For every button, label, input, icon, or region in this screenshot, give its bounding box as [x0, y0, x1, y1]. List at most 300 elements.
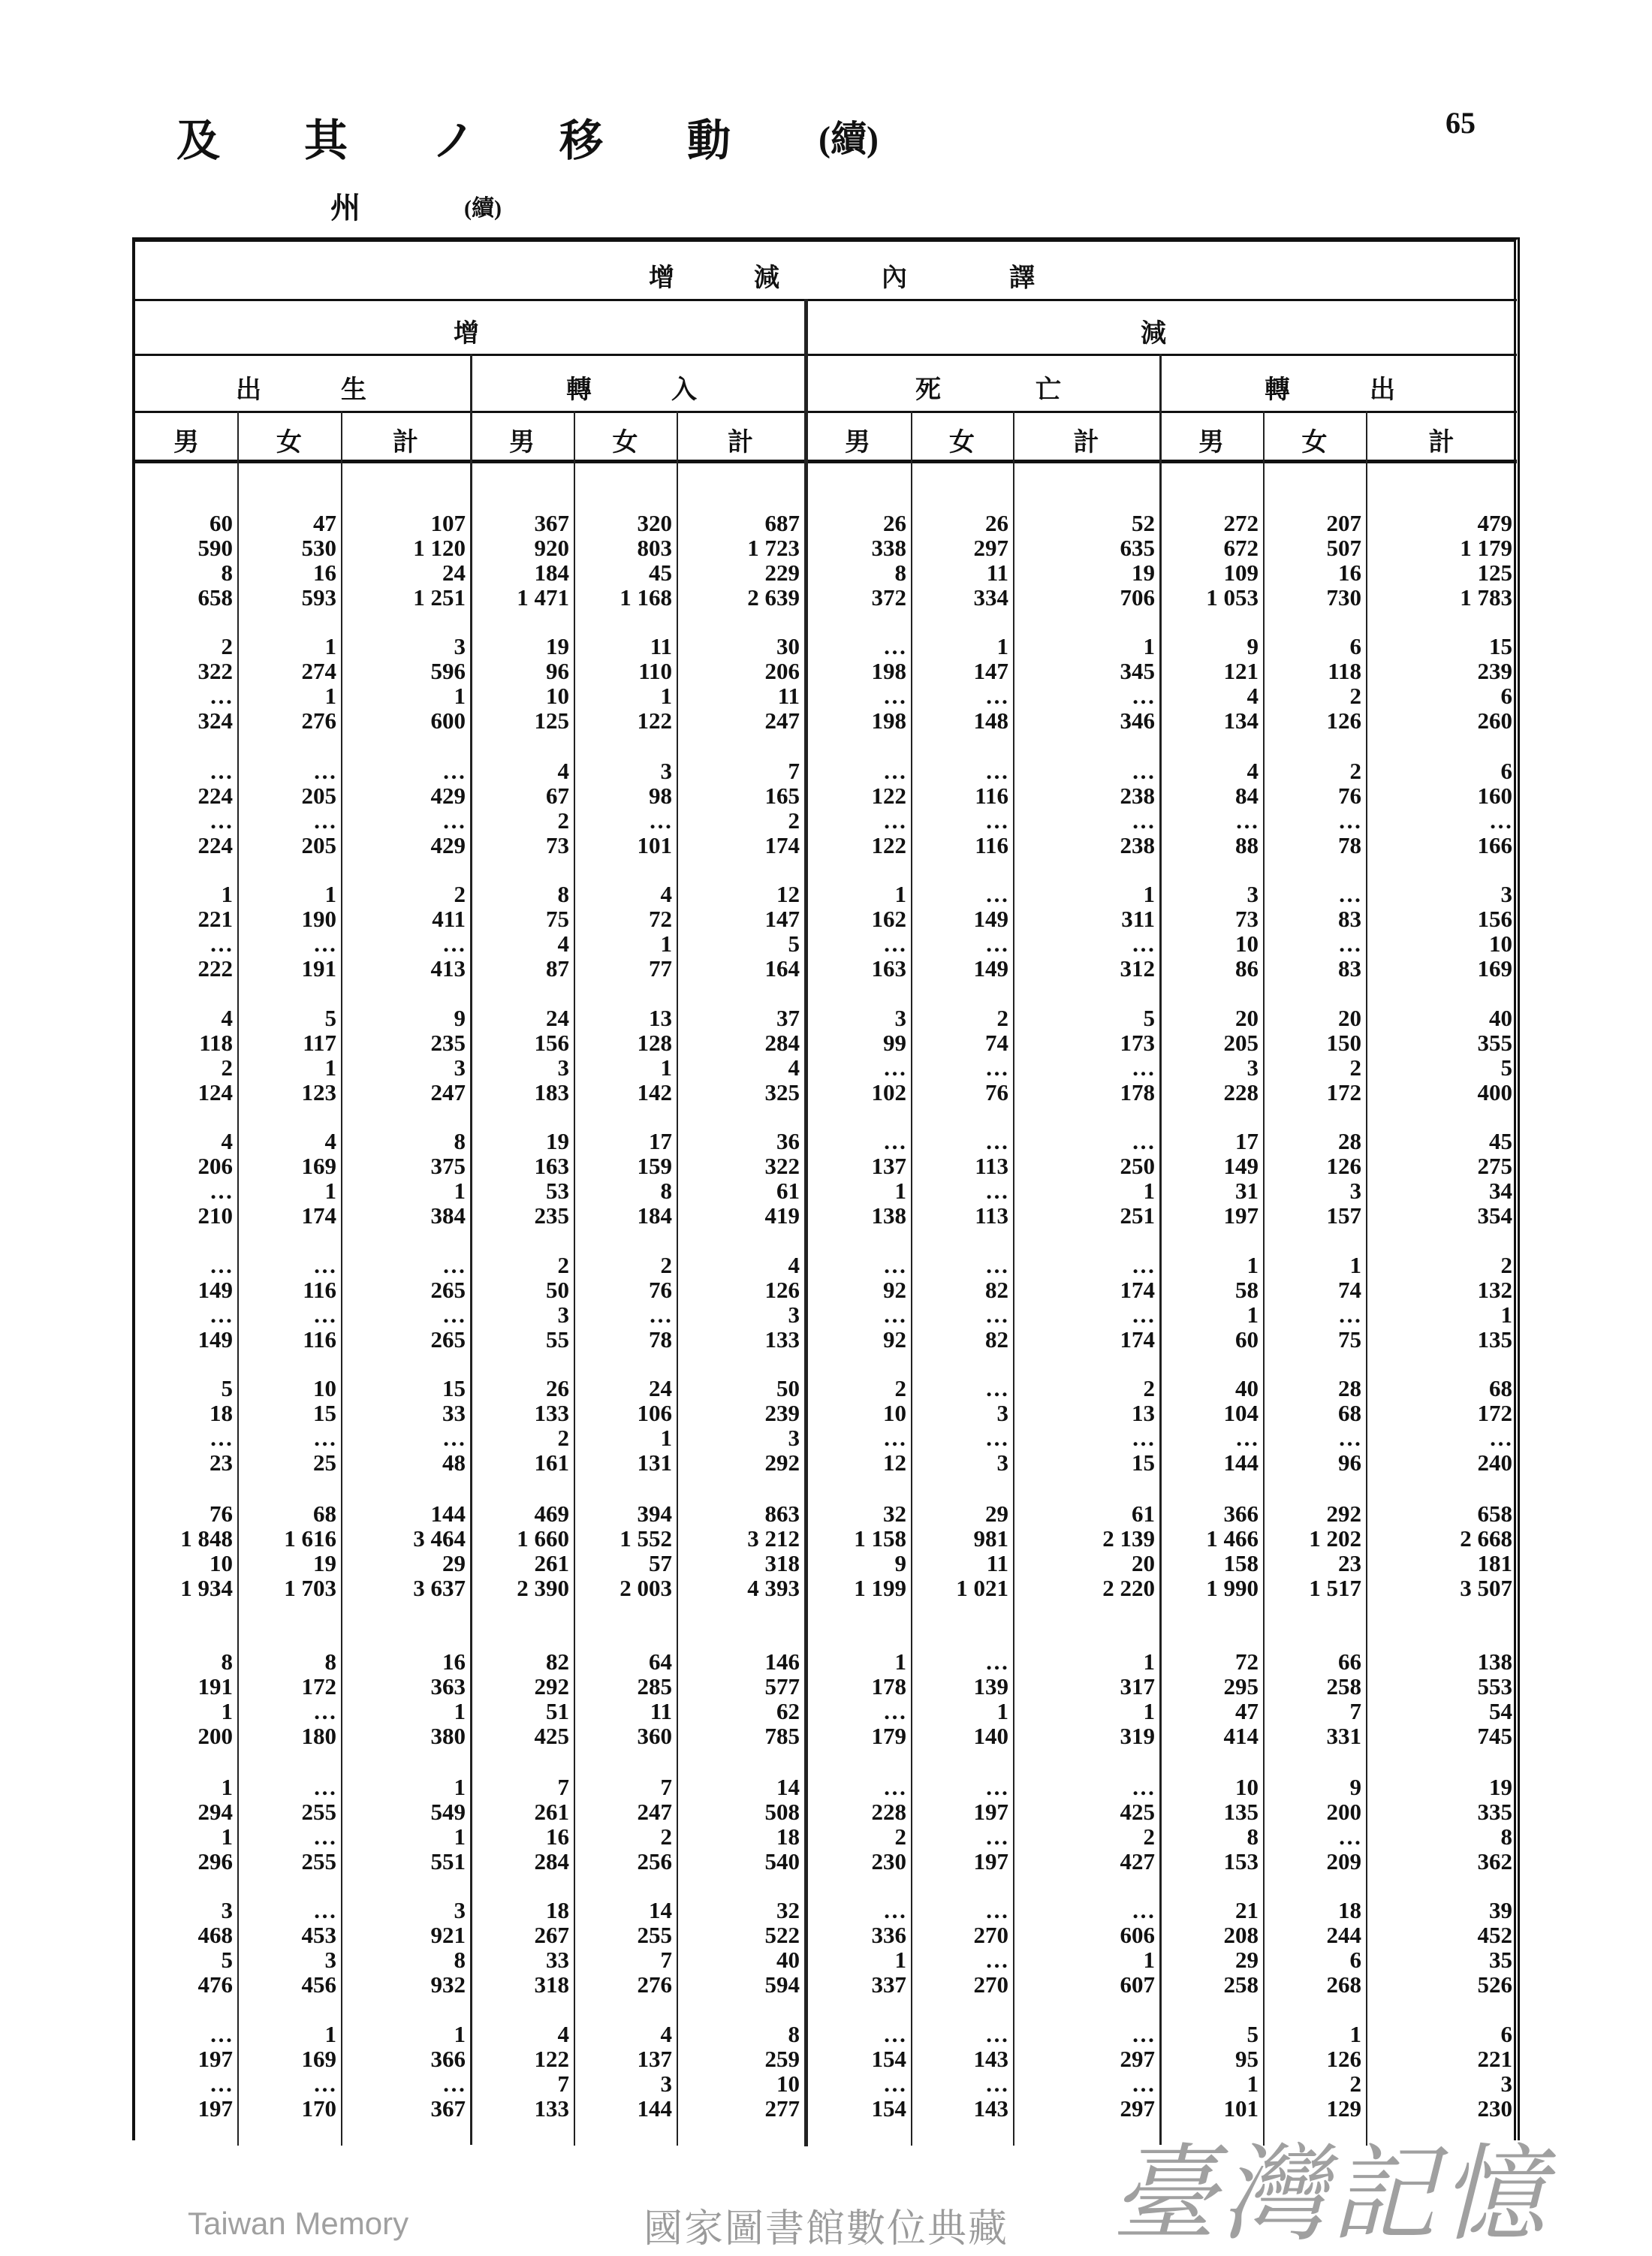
table-cell: …	[985, 1128, 1008, 1154]
table-cell: 600	[430, 707, 466, 734]
table-cell: 1	[324, 633, 336, 659]
table-cell: 635	[1120, 535, 1155, 561]
table-cell: 1	[894, 881, 906, 907]
table-cell: 1 251	[413, 584, 466, 611]
table-cell: 153	[1223, 1848, 1259, 1874]
table-cell: 13	[649, 1005, 672, 1031]
table-cell: 7	[557, 1774, 569, 1800]
table-cell: 331	[1326, 1723, 1361, 1749]
header-top-char: 譯	[1009, 264, 1035, 292]
table-cell: 3 464	[413, 1525, 466, 1552]
table-cell: 184	[637, 1202, 672, 1229]
table-cell: 2	[894, 1823, 906, 1850]
table-cell: …	[442, 2071, 466, 2097]
table-cell: 76	[649, 1277, 672, 1303]
table-cell: 191	[301, 955, 336, 982]
table-cell: …	[985, 2071, 1008, 2097]
table-cell: …	[883, 633, 906, 659]
table-cell: 3	[324, 1947, 336, 1973]
table-cell: 96	[546, 658, 569, 684]
table-cell: 1 703	[284, 1575, 336, 1601]
table-cell: 2 639	[747, 584, 800, 611]
table-cell: 134	[1223, 707, 1259, 734]
table-cell: 143	[973, 2046, 1008, 2072]
table-cell: …	[313, 1897, 336, 1923]
table-cell: 2	[660, 1823, 672, 1850]
table-cell: 285	[637, 1673, 672, 1700]
table-cell: 468	[197, 1922, 233, 1948]
table-cell: 346	[1120, 707, 1155, 734]
table-cell: 3	[454, 1054, 466, 1081]
table-cell: 128	[637, 1030, 672, 1056]
table-cell: 28	[1338, 1128, 1361, 1154]
table-cell: 19	[1132, 559, 1155, 586]
table-cell: 4	[788, 1252, 800, 1278]
table-cell: …	[985, 1178, 1008, 1204]
table-cell: 508	[764, 1799, 800, 1825]
table-cell: 1	[1247, 1301, 1259, 1328]
table-cell: 2 139	[1102, 1525, 1155, 1552]
group-header: 出	[1370, 376, 1395, 404]
table-cell: 101	[637, 832, 672, 858]
table-cell: 82	[546, 1648, 569, 1675]
table-cell: 126	[1326, 2046, 1361, 2072]
table-cell: 150	[1326, 1030, 1361, 1056]
table-cell: 235	[534, 1202, 569, 1229]
table-cell: 169	[301, 1153, 336, 1179]
table-cell: 337	[871, 1971, 906, 1998]
table-cell: 526	[1477, 1971, 1512, 1998]
table-cell: 1	[996, 633, 1008, 659]
table-cell: 52	[1132, 510, 1155, 536]
table-cell: …	[210, 1178, 233, 1204]
table-cell: 29	[985, 1500, 1008, 1527]
header-rule	[135, 299, 1517, 301]
table-cell: 2	[996, 1005, 1008, 1031]
table-cell: 53	[546, 1178, 569, 1204]
table-cell: …	[210, 930, 233, 957]
table-cell: 135	[1223, 1799, 1259, 1825]
table-cell: 144	[1223, 1449, 1259, 1476]
table-cell: 1 466	[1206, 1525, 1259, 1552]
table-cell: 92	[883, 1277, 906, 1303]
table-cell: 400	[1477, 1079, 1512, 1105]
table-cell: 607	[1120, 1971, 1155, 1998]
table-cell: 138	[1477, 1648, 1512, 1675]
table-cell: 730	[1326, 584, 1361, 611]
table-cell: 122	[871, 832, 906, 858]
table-cell: 30	[776, 633, 800, 659]
table-cell: 1 158	[854, 1525, 906, 1552]
table-cell: 235	[430, 1030, 466, 1056]
table-cell: 157	[1326, 1202, 1361, 1229]
table-cell: 8	[454, 1128, 466, 1154]
table-cell: 149	[1223, 1153, 1259, 1179]
table-cell: 265	[430, 1277, 466, 1303]
header-increase: 增	[454, 320, 479, 348]
table-cell: 131	[637, 1449, 672, 1476]
table-cell: 197	[197, 2046, 233, 2072]
table-cell: 154	[871, 2095, 906, 2122]
table-cell: 476	[197, 1971, 233, 1998]
table-cell: …	[210, 2021, 233, 2047]
table-cell: 336	[871, 1922, 906, 1948]
table-cell: 224	[197, 832, 233, 858]
table-cell: 384	[430, 1202, 466, 1229]
column-header: 男	[509, 429, 535, 457]
table-cell: 247	[430, 1079, 466, 1105]
table-cell: 61	[776, 1178, 800, 1204]
table-cell: 255	[301, 1848, 336, 1874]
table-cell: …	[985, 1648, 1008, 1675]
table-cell: …	[1132, 1774, 1155, 1800]
table-cell: 375	[430, 1153, 466, 1179]
table-cell: 170	[301, 2095, 336, 2122]
column-header: 計	[1073, 429, 1099, 457]
column-header: 女	[949, 429, 975, 457]
table-cell: 1	[1500, 1301, 1512, 1328]
table-cell: …	[1235, 1425, 1259, 1451]
table-cell: 116	[975, 832, 1008, 858]
table-cell: 47	[313, 510, 336, 536]
table-cell: 110	[638, 658, 672, 684]
table-cell: 2	[1143, 1375, 1155, 1401]
table-cell: 178	[871, 1673, 906, 1700]
table-cell: 10	[776, 2071, 800, 2097]
table-cell: 295	[1223, 1673, 1259, 1700]
table-cell: …	[1132, 1425, 1155, 1451]
table-cell: 1	[324, 881, 336, 907]
table-cell: 76	[210, 1500, 233, 1527]
table-cell: 197	[197, 2095, 233, 2122]
table-cell: 2 390	[517, 1575, 569, 1601]
table-cell: 10	[883, 1400, 906, 1426]
table-cell: 8	[221, 1648, 233, 1675]
table-cell: 125	[1477, 559, 1512, 586]
table-cell: 5	[1143, 1005, 1155, 1031]
table-cell: 2	[1349, 2071, 1361, 2097]
table-cell: 244	[1326, 1922, 1361, 1948]
table-cell: …	[985, 930, 1008, 957]
table-cell: 17	[649, 1128, 672, 1154]
group-header: 出	[236, 376, 261, 404]
table-cell: …	[985, 683, 1008, 709]
table-cell: 64	[649, 1648, 672, 1675]
table-cell: 1	[1247, 2071, 1259, 2097]
table-cell: 3	[788, 1301, 800, 1328]
table-cell: …	[1132, 807, 1155, 834]
table-cell: 82	[985, 1277, 1008, 1303]
table-cell: …	[1132, 1897, 1155, 1923]
table-cell: 1	[996, 1698, 1008, 1724]
table-cell: 17	[1235, 1128, 1259, 1154]
table-cell: …	[883, 1774, 906, 1800]
title-char: 動	[687, 116, 731, 165]
table-cell: …	[313, 1301, 336, 1328]
table-cell: 981	[973, 1525, 1008, 1552]
table-cell: 125	[534, 707, 569, 734]
table-cell: …	[985, 1425, 1008, 1451]
table-cell: 16	[546, 1823, 569, 1850]
table-cell: 133	[534, 1400, 569, 1426]
table-cell: 275	[1477, 1153, 1512, 1179]
group-header: 轉	[566, 376, 592, 404]
table-cell: 259	[764, 2046, 800, 2072]
table-cell: 1	[221, 1823, 233, 1850]
table-cell: 255	[637, 1922, 672, 1948]
table-cell: 247	[764, 707, 800, 734]
table-cell: 4	[788, 1054, 800, 1081]
table-cell: 200	[197, 1723, 233, 1749]
table-cell: 116	[303, 1326, 336, 1353]
table-cell: 577	[764, 1673, 800, 1700]
table-cell: 1	[221, 1698, 233, 1724]
table-cell: 122	[871, 783, 906, 809]
table-cell: 60	[1235, 1326, 1259, 1353]
table-cell: 18	[776, 1823, 800, 1850]
table-cell: 161	[534, 1449, 569, 1476]
table-cell: 456	[301, 1971, 336, 1998]
table-cell: 1	[454, 1698, 466, 1724]
table-cell: 118	[199, 1030, 233, 1056]
table-cell: 174	[1120, 1277, 1155, 1303]
table-cell: 31	[1235, 1178, 1259, 1204]
table-cell: 11	[650, 633, 672, 659]
table-cell: 270	[973, 1922, 1008, 1948]
table-cell: 1 616	[284, 1525, 336, 1552]
footer-archive-label: 國家圖書館數位典藏	[643, 2206, 1008, 2251]
table-cell: 7	[660, 1774, 672, 1800]
table-cell: 1	[894, 1178, 906, 1204]
table-cell: 380	[430, 1723, 466, 1749]
table-cell: 261	[534, 1550, 569, 1576]
table-cell: …	[210, 1301, 233, 1328]
table-cell: 1	[454, 683, 466, 709]
table-cell: 239	[1477, 658, 1512, 684]
table-cell: 113	[975, 1153, 1008, 1179]
table-cell: 26	[985, 510, 1008, 536]
table-cell: 5	[1247, 2021, 1259, 2047]
table-cell: 606	[1120, 1922, 1155, 1948]
table-cell: 4	[660, 2021, 672, 2047]
table-cell: 197	[973, 1848, 1008, 1874]
table-cell: 7	[557, 2071, 569, 2097]
table-cell: 3	[894, 1005, 906, 1031]
table-cell: 3	[788, 1425, 800, 1451]
table-cell: 198	[871, 707, 906, 734]
column-header: 女	[276, 429, 302, 457]
table-cell: 174	[1120, 1326, 1155, 1353]
table-cell: 74	[1338, 1277, 1361, 1303]
table-cell: 24	[442, 559, 466, 586]
table-cell: 1	[454, 1823, 466, 1850]
table-cell: 181	[1477, 1550, 1512, 1576]
table-cell: 140	[973, 1723, 1008, 1749]
table-cell: 34	[1489, 1178, 1512, 1204]
table-cell: …	[442, 1301, 466, 1328]
table-cell: 1 179	[1460, 535, 1512, 561]
table-cell: 3	[1247, 1054, 1259, 1081]
table-cell: …	[210, 683, 233, 709]
table-cell: …	[313, 758, 336, 784]
table-cell: 2	[221, 1054, 233, 1081]
table-cell: …	[883, 2071, 906, 2097]
table-cell: 123	[301, 1079, 336, 1105]
table-cell: 3 507	[1460, 1575, 1512, 1601]
table-cell: 222	[197, 955, 233, 982]
table-cell: 8	[221, 559, 233, 586]
table-cell: 3	[1500, 2071, 1512, 2097]
table-cell: …	[985, 1774, 1008, 1800]
header-bottom-rule	[135, 460, 1517, 463]
table-cell: 1	[1143, 1648, 1155, 1675]
table-cell: 10	[1235, 1774, 1259, 1800]
table-cell: 322	[197, 658, 233, 684]
table-cell: 367	[534, 510, 569, 536]
table-cell: 77	[649, 955, 672, 982]
table-cell: 920	[534, 535, 569, 561]
column-header: 男	[845, 429, 870, 457]
table-cell: 83	[1338, 955, 1361, 982]
table-cell: 18	[210, 1400, 233, 1426]
table-cell: 1	[660, 1425, 672, 1451]
table-cell: 1	[324, 2021, 336, 2047]
table-cell: …	[313, 930, 336, 957]
table-cell: 92	[883, 1326, 906, 1353]
table-cell: 20	[1132, 1550, 1155, 1576]
table-cell: 76	[985, 1079, 1008, 1105]
table-cell: 191	[197, 1673, 233, 1700]
table-cell: 1	[1143, 1947, 1155, 1973]
table-cell: 1	[324, 1178, 336, 1204]
table-cell: 205	[301, 832, 336, 858]
table-cell: 320	[637, 510, 672, 536]
table-cell: …	[883, 1054, 906, 1081]
table-cell: 82	[985, 1326, 1008, 1353]
table-cell: 1 990	[1206, 1575, 1259, 1601]
table-cell: 19	[546, 1128, 569, 1154]
statistics-table	[132, 237, 1520, 2140]
column-header: 男	[173, 429, 199, 457]
table-cell: 24	[649, 1375, 672, 1401]
table-cell: 363	[430, 1673, 466, 1700]
table-cell: 26	[546, 1375, 569, 1401]
table-cell: …	[1132, 1252, 1155, 1278]
table-cell: 3	[1349, 1178, 1361, 1204]
column-header: 計	[1428, 429, 1455, 457]
table-cell: 1	[1143, 1178, 1155, 1204]
table-cell: …	[313, 1698, 336, 1724]
table-cell: 429	[430, 832, 466, 858]
table-cell: 551	[430, 1848, 466, 1874]
watermark-logo: 臺灣記憶	[1111, 2134, 1551, 2256]
table-cell: 318	[764, 1550, 800, 1576]
table-cell: 95	[1235, 2046, 1259, 2072]
table-cell: 116	[303, 1277, 336, 1303]
table-cell: 60	[210, 510, 233, 536]
table-cell: 3	[996, 1449, 1008, 1476]
table-cell: 66	[1338, 1648, 1361, 1675]
table-cell: 67	[546, 783, 569, 809]
table-cell: 5	[221, 1375, 233, 1401]
table-cell: 3	[221, 1897, 233, 1923]
table-cell: 345	[1120, 658, 1155, 684]
table-cell: 26	[883, 510, 906, 536]
table-cell: 72	[1235, 1648, 1259, 1675]
table-cell: 147	[973, 658, 1008, 684]
table-cell: …	[1338, 881, 1361, 907]
table-cell: 116	[975, 783, 1008, 809]
table-cell: 10	[1489, 930, 1512, 957]
table-cell: 2 003	[620, 1575, 672, 1601]
table-cell: 68	[1489, 1375, 1512, 1401]
table-cell: 1 471	[517, 584, 569, 611]
table-cell: 2	[1143, 1823, 1155, 1850]
header-rule	[135, 354, 1517, 356]
table-cell: 247	[637, 1799, 672, 1825]
table-cell: …	[1338, 1823, 1361, 1850]
table-cell: 16	[442, 1648, 466, 1675]
table-cell: 7	[660, 1947, 672, 1973]
table-cell: 29	[442, 1550, 466, 1576]
table-cell: 73	[1235, 906, 1259, 932]
table-cell: …	[442, 758, 466, 784]
table-cell: 260	[1477, 707, 1512, 734]
table-cell: 268	[1326, 1971, 1361, 1998]
table-cell: 156	[1477, 906, 1512, 932]
table-cell: 129	[1326, 2095, 1361, 2122]
table-cell: 3 212	[747, 1525, 800, 1552]
table-cell: 14	[776, 1774, 800, 1800]
table-cell: 40	[1235, 1375, 1259, 1401]
table-cell: 452	[1477, 1922, 1512, 1948]
table-cell: …	[649, 1301, 672, 1328]
table-cell: 156	[534, 1030, 569, 1056]
table-cell: 146	[764, 1648, 800, 1675]
table-cell: 1	[1247, 1252, 1259, 1278]
title-continued: (續)	[818, 119, 879, 159]
table-cell: 1 168	[620, 584, 672, 611]
table-cell: …	[313, 1425, 336, 1451]
table-cell: 28	[1338, 1375, 1361, 1401]
table-cell: 362	[1477, 1848, 1512, 1874]
table-cell: 1	[324, 683, 336, 709]
table-cell: 166	[1477, 832, 1512, 858]
table-cell: 224	[197, 783, 233, 809]
table-cell: …	[985, 807, 1008, 834]
table-cell: 14	[649, 1897, 672, 1923]
table-cell: …	[210, 1425, 233, 1451]
table-cell: 51	[546, 1698, 569, 1724]
table-cell: 179	[871, 1723, 906, 1749]
table-cell: 1 934	[180, 1575, 233, 1601]
table-cell: 45	[649, 559, 672, 586]
table-cell: 149	[197, 1326, 233, 1353]
table-cell: 117	[303, 1030, 336, 1056]
table-cell: …	[883, 1252, 906, 1278]
table-cell: 75	[1338, 1326, 1361, 1353]
table-cell: 419	[764, 1202, 800, 1229]
table-cell: 57	[649, 1550, 672, 1576]
table-cell: 354	[1477, 1202, 1512, 1229]
table-cell: 58	[1235, 1277, 1259, 1303]
table-cell: 139	[973, 1673, 1008, 1700]
table-cell: …	[210, 807, 233, 834]
table-cell: 83	[1338, 906, 1361, 932]
table-cell: 7	[788, 758, 800, 784]
table-cell: …	[442, 1252, 466, 1278]
table-cell: 687	[764, 510, 800, 536]
